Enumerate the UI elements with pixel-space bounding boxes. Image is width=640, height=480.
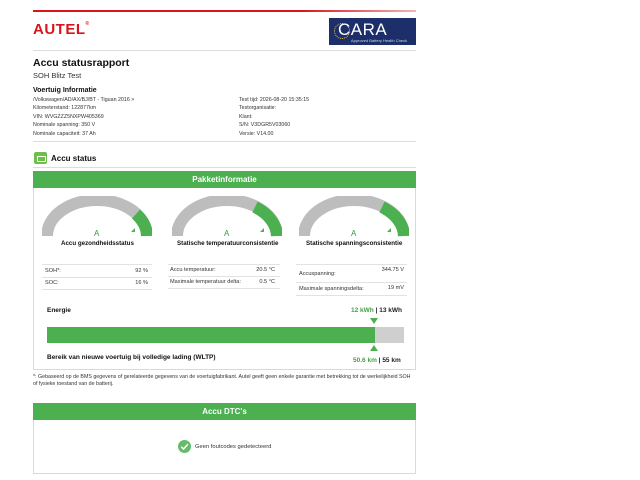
vehicle-info-right bbox=[239, 96, 309, 138]
row-divider bbox=[168, 288, 280, 289]
row-divider bbox=[296, 264, 407, 265]
range-title: Bereik van nieuwe voertuig bij volledige lading (WLTP) bbox=[47, 354, 216, 361]
battery-voltage-value: 344.75 V bbox=[381, 267, 404, 273]
autel-logo: AUTEL® bbox=[33, 21, 90, 38]
energy-marker bbox=[370, 318, 378, 326]
cara-subtitle: Approved Battery Health Check bbox=[351, 38, 408, 43]
battery-voltage-label: Accuspanning: bbox=[299, 271, 336, 277]
energy-separator: | bbox=[375, 307, 378, 314]
software-version: Versie: V14.00 bbox=[239, 130, 274, 137]
soc-label: SOC: bbox=[45, 280, 59, 286]
dtc-header: Accu DTC's bbox=[33, 403, 416, 420]
vehicle-info-heading: Voertuig Informatie bbox=[33, 87, 97, 94]
soh-value: 92 % bbox=[135, 268, 148, 274]
vehicle-mileage: Kilometerstand: 122877km bbox=[33, 105, 97, 112]
energy-bar-fill bbox=[47, 327, 375, 343]
cara-badge bbox=[329, 18, 416, 45]
customer: Klant: bbox=[239, 113, 253, 120]
page-title: Accu statusrapport bbox=[33, 57, 130, 69]
range-values bbox=[353, 357, 401, 364]
divider bbox=[33, 141, 416, 142]
gauge-soh-label: Accu gezondheidsstatus bbox=[61, 240, 134, 247]
cara-word: CARA bbox=[338, 20, 388, 39]
row-divider bbox=[168, 264, 280, 265]
gauge-soh-grade: A bbox=[94, 229, 100, 238]
vehicle-nominal-voltage: Nominale spanning: 350 V bbox=[33, 122, 96, 129]
battery-temp-label: Accu temperatuur: bbox=[170, 267, 216, 273]
max-temp-delta-label: Maximale temperatuur delta: bbox=[170, 279, 241, 285]
vehicle-nominal-capacity: Nominale capaciteit: 37 Ah bbox=[33, 130, 96, 137]
max-temp-delta-value: 0.5 °C bbox=[259, 279, 275, 285]
soc-value: 16 % bbox=[135, 280, 148, 286]
range-total: 55 km bbox=[382, 357, 401, 364]
check-circle-icon bbox=[178, 440, 191, 453]
gauge-temp-label: Statische temperatuurconsistentie bbox=[177, 240, 279, 247]
section-title: Accu status bbox=[51, 154, 97, 163]
energy-title: Energie bbox=[47, 307, 71, 314]
row-divider bbox=[42, 289, 152, 290]
range-separator: | bbox=[378, 357, 381, 364]
row-divider bbox=[42, 264, 152, 265]
battery-temp-value: 20.5 °C bbox=[256, 267, 275, 273]
gauge-voltage-grade: A bbox=[351, 229, 357, 238]
energy-current: 12 kWh bbox=[351, 307, 374, 314]
divider bbox=[33, 50, 416, 51]
serial-number: S/N: V3DGR5V03060 bbox=[239, 122, 291, 129]
energy-bar-track bbox=[47, 327, 404, 343]
soh-footnote: *: Gebaseerd op de BMS gegevens of gerelateerde gegevens van de voertuigfabrikant. Autel geeft geen enkele garantie met betrekking tot de werkelijkheid SOH of fysieke toestand van de batterij. bbox=[33, 374, 411, 387]
range-current: 50.6 km bbox=[353, 357, 377, 364]
row-divider bbox=[296, 295, 407, 296]
soh-label: SOH*: bbox=[45, 268, 61, 274]
header-accent-line bbox=[33, 10, 416, 12]
gauge-temp-grade: A bbox=[224, 229, 230, 238]
page-subtitle: SOH Blitz Test bbox=[33, 71, 82, 80]
vehicle-info-left bbox=[33, 96, 134, 138]
packet-info-header: Pakketinformatie bbox=[33, 171, 416, 188]
energy-total: 13 kWh bbox=[379, 307, 402, 314]
energy-values bbox=[351, 307, 402, 314]
battery-icon bbox=[34, 152, 47, 164]
row-divider bbox=[42, 277, 152, 278]
vehicle-model: /Volkswagen/AD/AX/BJ/BT - Tiguan 2016 > bbox=[33, 97, 135, 103]
no-dtc-message: Geen foutcodes gedetecteerd bbox=[195, 444, 272, 450]
max-voltage-delta-value: 19 mV bbox=[387, 285, 404, 291]
gauge-voltage-label: Statische spanningsconsistentie bbox=[306, 240, 403, 247]
test-time: Test tijd: 2026-08-20 15:35:15 bbox=[239, 97, 310, 103]
max-voltage-delta-label: Maximale spanningsdelta: bbox=[299, 286, 364, 292]
row-divider bbox=[296, 282, 407, 283]
test-organization: Testorganisatie: bbox=[239, 105, 277, 112]
divider bbox=[33, 167, 416, 168]
row-divider bbox=[168, 276, 280, 277]
range-marker bbox=[370, 345, 378, 353]
vehicle-vin: VIN: WVGZZZ5NXPW405369 bbox=[33, 113, 104, 120]
